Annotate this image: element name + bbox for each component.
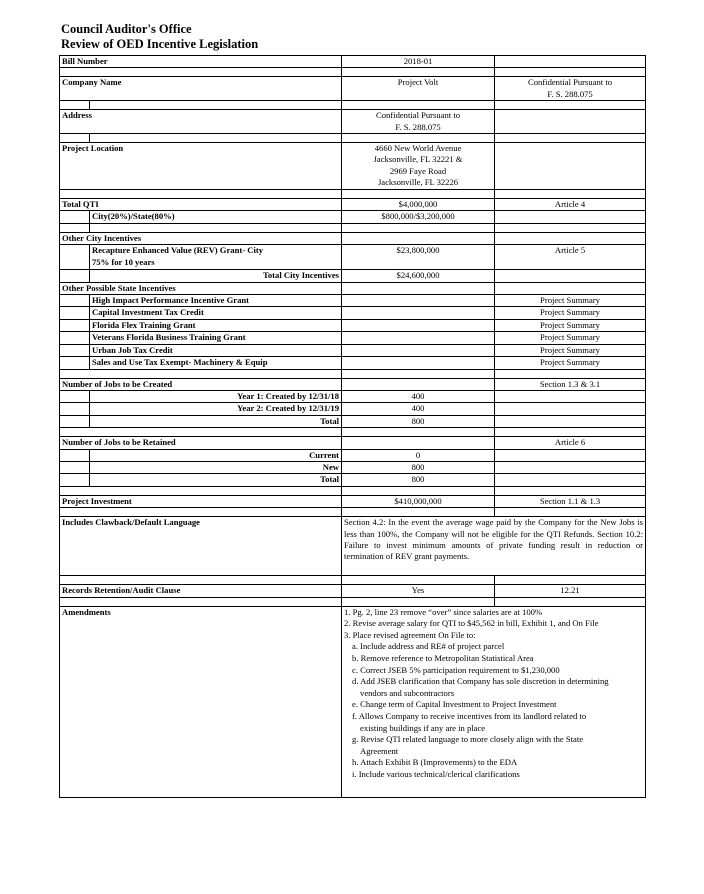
location-line-1: 4660 New World Avenue <box>374 143 462 154</box>
list-item: e. Change term of Capital Investment to Project Investment <box>352 699 557 710</box>
list-item: vendors and subcontractors <box>360 687 455 698</box>
company-name-label: Company Name <box>60 77 342 101</box>
list-item: g. Revise QTI related language to more closely align with the State <box>352 734 584 745</box>
state-incentive-ref: Project Summary <box>495 319 646 331</box>
incentive-review-table <box>59 55 646 798</box>
address-row <box>60 110 646 134</box>
list-item: 1. Pg. 2, line 23 remove “over” since salaries are at 100% <box>344 606 543 617</box>
rev-grant-label: Recapture Enhanced Value (REV) Grant- City <box>92 245 264 256</box>
jobs-created-total-label: Total <box>90 415 342 427</box>
total-city-row <box>60 270 646 282</box>
table-row <box>60 357 646 369</box>
jobs-retained-total-value: 800 <box>342 474 495 486</box>
other-city-header-row <box>60 232 646 244</box>
office-title: Council Auditor's Office <box>61 22 192 36</box>
company-name-value: Project Volt <box>342 77 495 101</box>
jobs-retained-current-row <box>60 449 646 461</box>
total-city-label: Total City Incentives <box>90 270 342 282</box>
state-incentives-header-row <box>60 282 646 294</box>
state-incentive-ref: Project Summary <box>495 295 646 307</box>
project-investment-row <box>60 495 646 507</box>
jobs-created-total-value: 800 <box>342 415 495 427</box>
state-incentive-name: Veterans Florida Business Training Grant <box>90 332 342 344</box>
company-name-note-statute: F. S. 288.075 <box>547 88 593 99</box>
list-item: d. Add JSEB clarification that Company has sole discretion in determining <box>352 676 609 687</box>
list-item: c. Correct JSEB 5% participation requirement to $1,230,000 <box>352 664 560 675</box>
total-qti-ref: Article 4 <box>495 199 646 211</box>
state-incentive-ref: Project Summary <box>495 332 646 344</box>
state-incentive-name: High Impact Performance Incentive Grant <box>90 295 342 307</box>
rev-grant-row <box>60 245 646 270</box>
bill-number-row <box>60 56 646 68</box>
rev-grant-ref: Article 5 <box>495 245 646 270</box>
address-value-statute: F. S. 288.075 <box>395 121 441 132</box>
jobs-retained-new-row <box>60 461 646 473</box>
jobs-year2-value: 400 <box>342 403 495 415</box>
state-incentive-name: Sales and Use Tax Exempt- Machinery & Equip <box>90 357 342 369</box>
state-incentive-ref: Project Summary <box>495 307 646 319</box>
company-name-note: Confidential Pursuant to <box>528 77 613 88</box>
table-row <box>60 332 646 344</box>
other-city-label: Other City Incentives <box>60 232 342 244</box>
total-city-value: $24,600,000 <box>342 270 495 282</box>
list-item: existing buildings if any are in place <box>360 722 486 733</box>
address-label: Address <box>60 110 342 134</box>
total-qti-row <box>60 199 646 211</box>
qti-split-label: City(20%)/State(80%) <box>90 211 342 223</box>
state-incentives-label: Other Possible State Incentives <box>60 282 342 294</box>
list-item: i. Include various technical/clerical clarifications <box>352 768 520 779</box>
jobs-new-value: 800 <box>342 461 495 473</box>
list-item: 2. Revise average salary for QTI to $45,562 in bill, Exhibit 1, and On File <box>344 618 599 629</box>
state-incentive-name: Capital Investment Tax Credit <box>90 307 342 319</box>
project-investment-label: Project Investment <box>60 495 342 507</box>
list-item: h. Attach Exhibit B (Improvements) to the EDA <box>352 757 518 768</box>
jobs-created-year1-row <box>60 390 646 402</box>
table-row <box>60 295 646 307</box>
jobs-created-label: Number of Jobs to be Created <box>60 378 342 390</box>
list-item: f. Allows Company to receive incentives from its landlord related to <box>352 710 587 721</box>
rev-grant-value: $23,800,000 <box>342 245 495 270</box>
jobs-current-value: 0 <box>342 449 495 461</box>
bill-number-value: 2018-01 <box>342 56 495 68</box>
company-name-row <box>60 77 646 101</box>
location-line-3: 2969 Faye Road <box>389 165 447 176</box>
jobs-year2-label: Year 2: Created by 12/31/19 <box>90 403 342 415</box>
state-incentive-ref: Project Summary <box>495 357 646 369</box>
clawback-label: Includes Clawback/Default Language <box>60 517 342 576</box>
jobs-year1-value: 400 <box>342 390 495 402</box>
table-row <box>60 307 646 319</box>
amendments-list <box>342 606 646 797</box>
amendments-row <box>60 606 646 797</box>
records-ref: 12.21 <box>495 585 646 597</box>
location-line-2: Jacksonville, FL 32221 & <box>373 154 463 165</box>
address-value: Confidential Pursuant to <box>376 110 461 121</box>
project-location-label: Project Location <box>60 143 342 190</box>
records-row <box>60 585 646 597</box>
state-incentive-name: Florida Flex Training Grant <box>90 319 342 331</box>
list-item: a. Include address and RE# of project parcel <box>352 641 505 652</box>
project-investment-value: $410,000,000 <box>342 495 495 507</box>
list-item: 3. Place revised agreement On File to: <box>344 629 476 640</box>
table-row <box>60 344 646 356</box>
state-incentive-name: Urban Job Tax Credit <box>90 344 342 356</box>
review-title: Review of OED Incentive Legislation <box>61 37 259 51</box>
clawback-row <box>60 517 646 576</box>
jobs-created-year2-row <box>60 403 646 415</box>
jobs-new-label: New <box>90 461 342 473</box>
jobs-created-total-row <box>60 415 646 427</box>
jobs-created-ref: Section 1.3 & 3.1 <box>495 378 646 390</box>
clawback-text: Section 4.2: In the event the average wage paid by the Company for the New Jobs is less than 100%, the Company will not be eligible for the QTI Refunds. Section 10.2: Failure to invest minimum amounts of private funding result in reduction or termination of REV grant payments. <box>342 517 646 576</box>
jobs-created-header-row <box>60 378 646 390</box>
amendments-label: Amendments <box>60 606 342 797</box>
rev-grant-term: 75% for 10 years <box>92 256 155 267</box>
jobs-year1-label: Year 1: Created by 12/31/18 <box>90 390 342 402</box>
records-label: Records Retention/Audit Clause <box>60 585 342 597</box>
bill-number-label: Bill Number <box>60 56 342 68</box>
jobs-current-label: Current <box>90 449 342 461</box>
list-item: b. Remove reference to Metropolitan Statistical Area <box>352 652 534 663</box>
qti-split-row <box>60 211 646 223</box>
jobs-retained-total-label: Total <box>90 474 342 486</box>
records-value: Yes <box>342 585 495 597</box>
project-investment-ref: Section 1.1 & 1.3 <box>495 495 646 507</box>
jobs-retained-total-row <box>60 474 646 486</box>
jobs-retained-label: Number of Jobs to be Retained <box>60 437 342 449</box>
list-item: Agreement <box>360 745 399 756</box>
project-location-row <box>60 143 646 190</box>
state-incentive-ref: Project Summary <box>495 344 646 356</box>
jobs-retained-header-row <box>60 437 646 449</box>
table-row <box>60 319 646 331</box>
qti-split-value: $800,000/$3,200,000 <box>342 211 495 223</box>
total-qti-label: Total QTI <box>60 199 342 211</box>
total-qti-value: $4,000,000 <box>342 199 495 211</box>
location-line-4: Jacksonville, FL 32226 <box>377 177 459 188</box>
jobs-retained-ref: Article 6 <box>495 437 646 449</box>
